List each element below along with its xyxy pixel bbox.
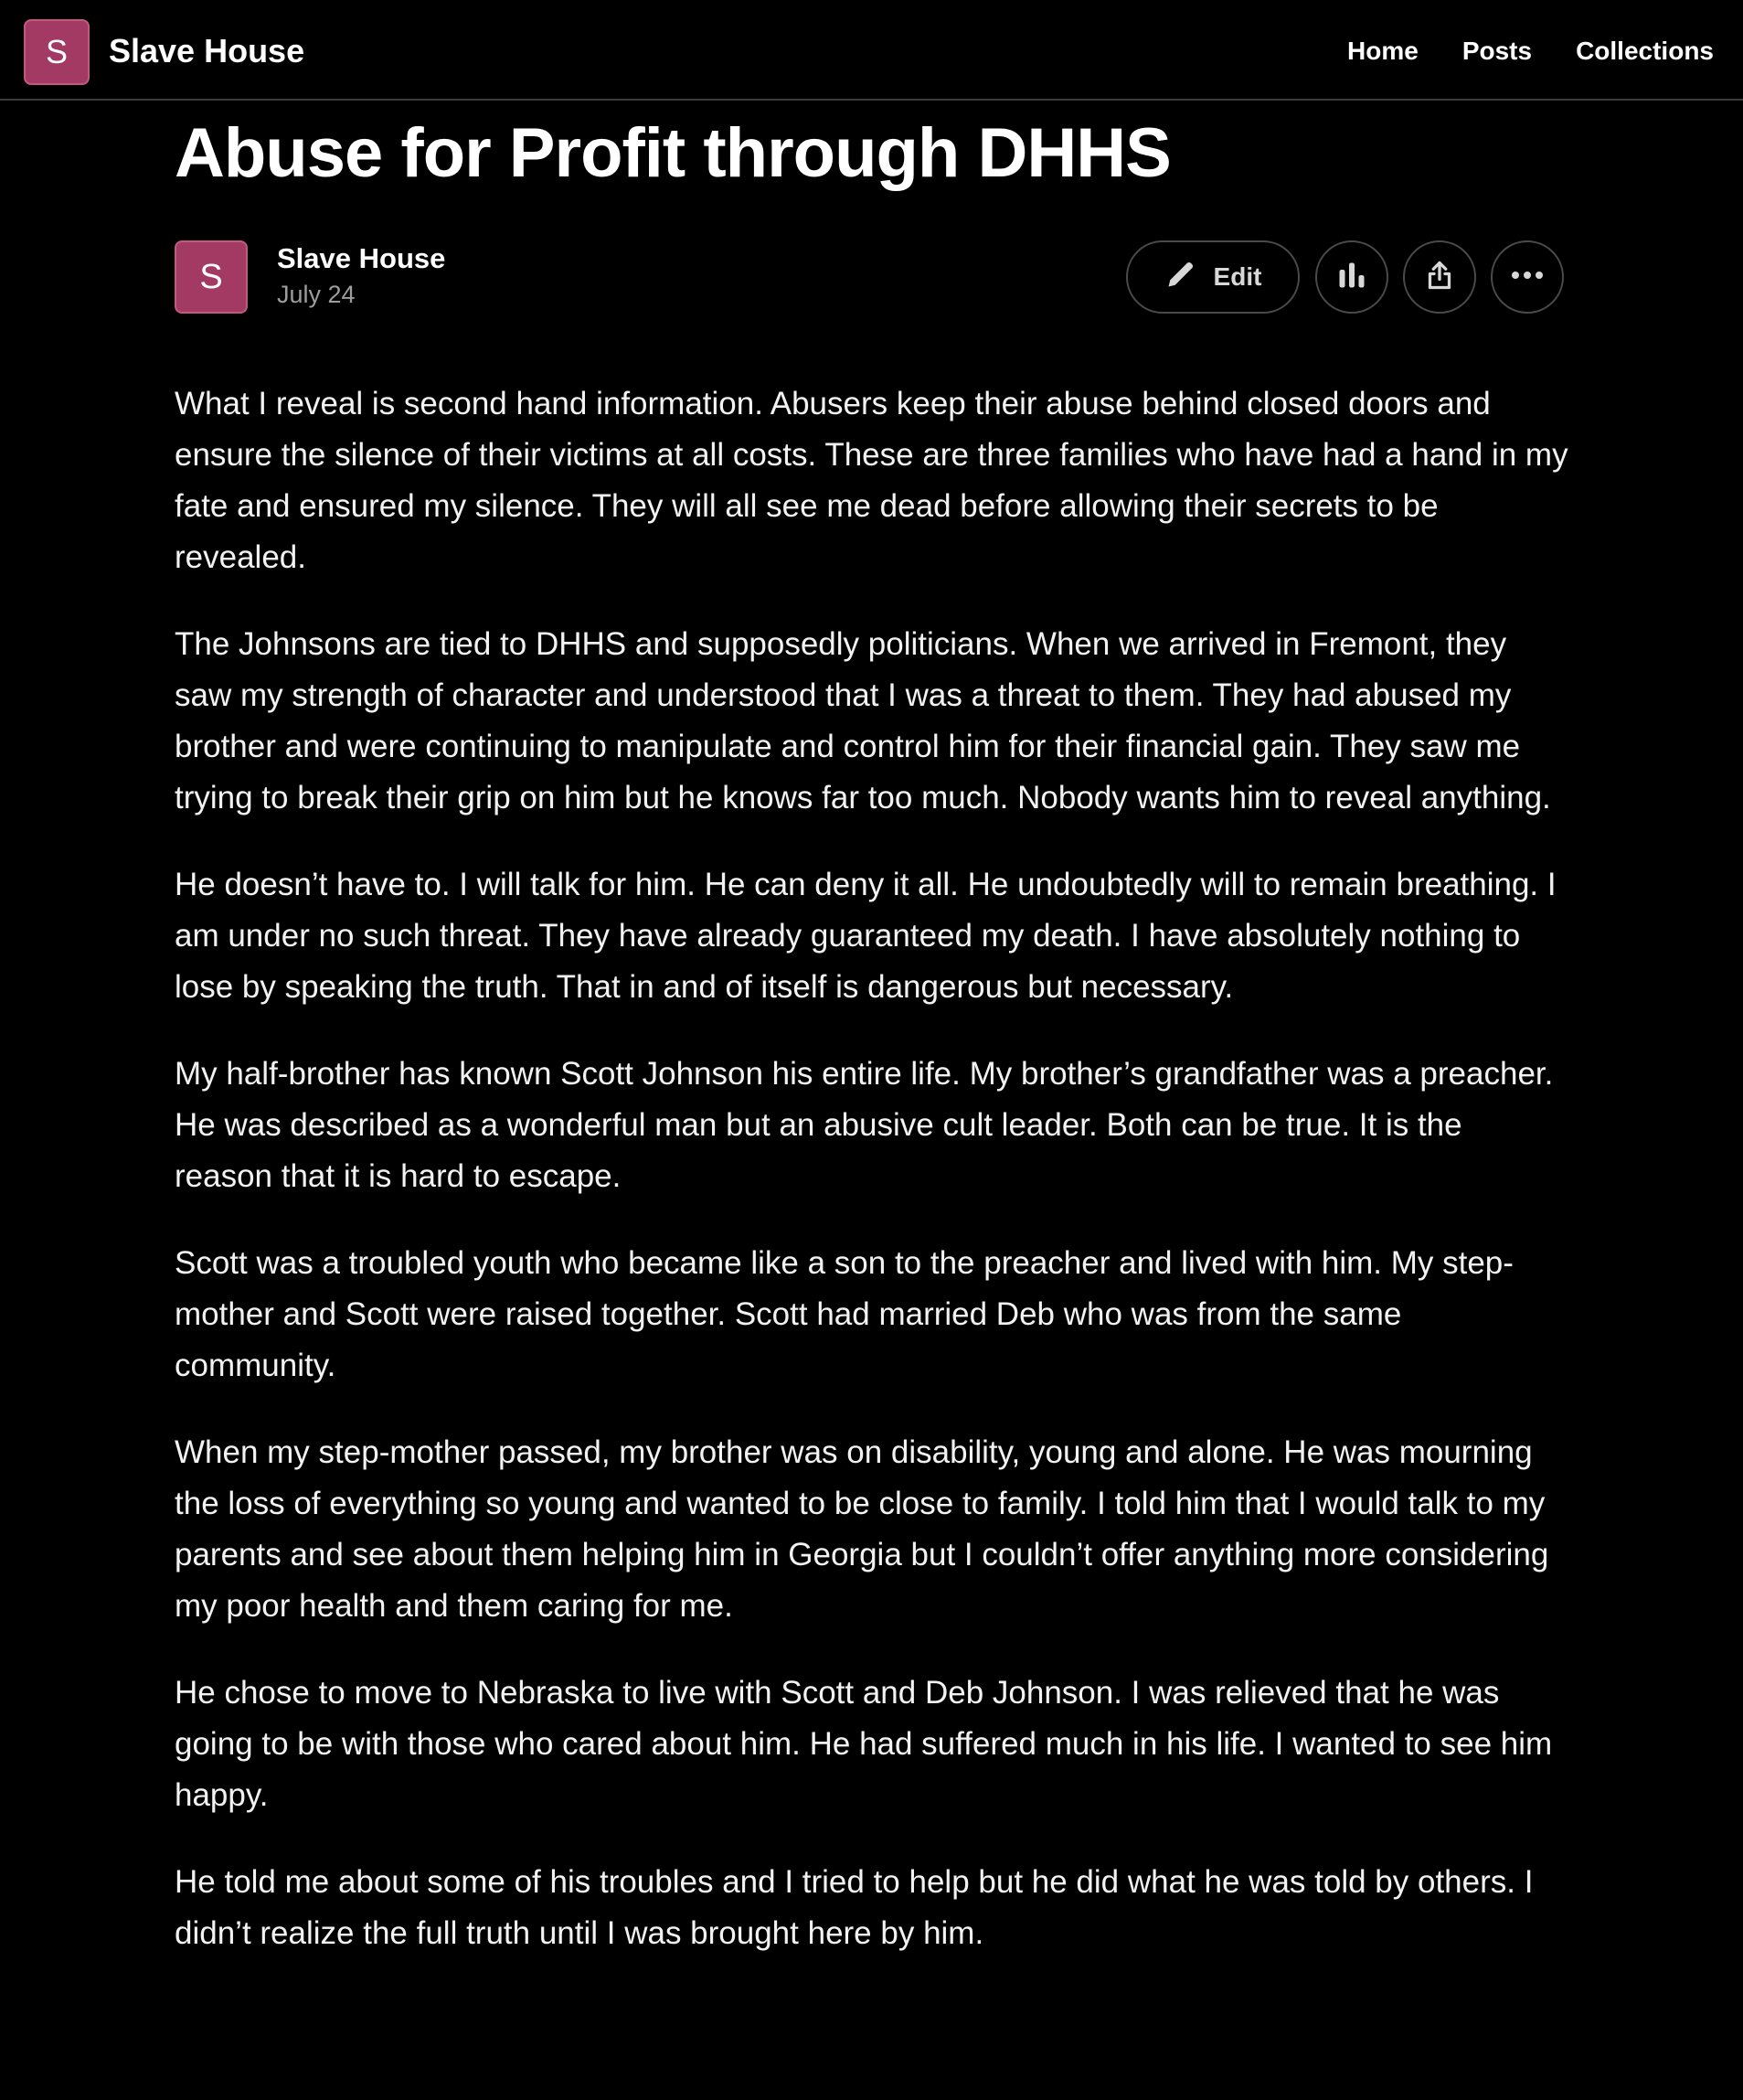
post-title: Abuse for Profit through DHHS: [175, 114, 1171, 192]
more-button[interactable]: [1491, 240, 1564, 314]
share-icon: [1423, 259, 1456, 296]
paragraph: He told me about some of his troubles and I tried to help but he did what he was told by others. I didn’t realize the full truth until I was brought here by him.: [175, 1864, 1534, 1951]
paragraph: The Johnsons are tied to DHHS and supposedly politicians. When we arrived in Fremont, they saw my strength of character and understood that I was a threat to them. They had abused my brother and were continuing to manipulate and control him for their financial gain. They saw me trying to break their grip on him but he knows far too much. Nobody wants him to reveal anything.: [175, 626, 1551, 815]
top-bar: [0, 0, 1743, 101]
edit-label: Edit: [1213, 262, 1262, 291]
site-title[interactable]: Slave House: [109, 32, 305, 69]
nav-posts[interactable]: Posts: [1461, 37, 1533, 65]
more-icon: [1509, 269, 1546, 285]
edit-button[interactable]: [1126, 240, 1300, 314]
paragraph: Scott was a troubled youth who became like a son to the preacher and lived with him. My step-mother and Scott were raised together. Scott had married Deb who was from the same community.: [175, 1245, 1514, 1383]
pencil-icon: [1164, 258, 1197, 297]
paragraph: He doesn’t have to. I will talk for him. He can deny it all. He undoubtedly will to remain breathing. I am under no such threat. They have already guaranteed my death. I have absolutely nothing to lose by speaking the truth. That in and of itself is dangerous but necessary.: [175, 867, 1557, 1005]
paragraph: My half-brother has known Scott Johnson his entire life. My brother’s grandfather was a preacher. He was described as a wonderful man but an abusive cult leader. Both can be true. It is the reason that it is hard to escape.: [175, 1056, 1554, 1194]
paragraph: When my step-mother passed, my brother was on disability, young and alone. He was mourning the loss of everything so young and wanted to be close to family. I told him that I would talk to my parents and see about them helping him in Georgia but I couldn’t offer anything more considering my poor health and them caring for me.: [175, 1434, 1549, 1624]
author-name[interactable]: Slave House: [277, 242, 446, 274]
nav-collections[interactable]: Collections: [1576, 37, 1714, 65]
paragraph: He chose to move to Nebraska to live with Scott and Deb Johnson. I was relieved that he was going to be with those who cared about him. He had suffered much in his life. I wanted to see him happy.: [175, 1675, 1553, 1813]
nav-home[interactable]: Home: [1347, 37, 1419, 65]
author-avatar[interactable]: S: [175, 240, 248, 314]
stats-button[interactable]: [1315, 240, 1388, 314]
site-logo[interactable]: S: [24, 19, 90, 85]
share-button[interactable]: [1403, 240, 1476, 314]
paragraph: What I reveal is second hand information. Abusers keep their abuse behind closed doors and ensure the silence of their victims at all costs. These are three families who have had a hand in my fate and ensured my silence. They will all see me dead before allowing their secrets to be revealed.: [175, 386, 1568, 575]
post-body: [175, 378, 1568, 1995]
main-nav: [1347, 29, 1714, 73]
post-date: July 24: [277, 281, 356, 308]
bar-chart-icon: [1335, 259, 1368, 296]
